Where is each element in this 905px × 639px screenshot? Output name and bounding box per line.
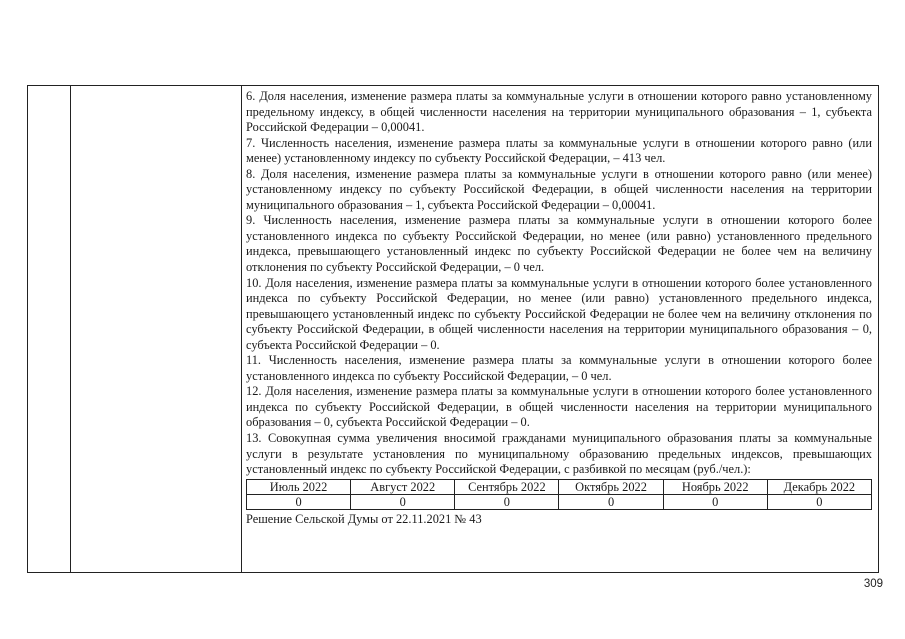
document-table (27, 85, 879, 573)
monthly-amounts-table (246, 479, 872, 510)
month-header-july: Июль 2022 (247, 479, 351, 494)
month-header-october: Октябрь 2022 (559, 479, 663, 494)
month-header-december: Декабрь 2022 (767, 479, 871, 494)
decision-reference: Решение Сельской Думы от 22.11.2021 № 43 (246, 511, 482, 526)
month-header-row (247, 479, 872, 494)
paragraph-item-10: 10. Доля населения, изменение размера платы за коммунальные услуги в отношении которого более установленного индекса по субъекту Российской Федерации, но менее (или равно) установленного предельного индекса, превышающего установленный индекс по субъекту Российской Федерации не более чем на величину отклонения по субъекту Российской Федерации, в общей численности населения на территории муниципального образования – 0, субъекта Российской Федерации – 0. (246, 275, 872, 352)
month-header-november: Ноябрь 2022 (663, 479, 767, 494)
paragraph-item-8: 8. Доля населения, изменение размера платы за коммунальные услуги в отношении которого равно (или менее) установленному индексу по субъекту Российской Федерации, в общей численности населения на территории муниципального образования – 1, субъекта Российской Федерации – 0,00041. (246, 166, 872, 212)
month-value-october: 0 (559, 494, 663, 509)
month-value-september: 0 (455, 494, 559, 509)
paragraph-item-12: 12. Доля населения, изменение размера платы за коммунальные услуги в отношении которого более установленного индекса по субъекту Российской Федерации, в общей численности населения на территории муниципального образования – 0, субъекта Российской Федерации – 0. (246, 384, 872, 430)
month-value-november: 0 (663, 494, 767, 509)
paragraph-item-13: 13. Совокупная сумма увеличения вносимой гражданами муниципального образования платы за коммунальные услуги в результате установления по муниципальному образованию предельных индексов, превышающих установленный индекс по субъекту Российской Федерации, с разбивкой по месяцам (руб./чел.): (246, 431, 872, 477)
column-divider (241, 86, 242, 572)
paragraph-item-9: 9. Численность населения, изменение размера платы за коммунальные услуги в отношении которого более установленного индекса по субъекту Российской Федерации, но менее (или равно) установленного предельного индекса, превышающего установленный индекс по субъекту Российской Федерации не более чем на величину отклонения по субъекту Российской Федерации, – 0 чел. (246, 213, 872, 275)
paragraph-item-6: 6. Доля населения, изменение размера платы за коммунальные услуги в отношении которого равно установленному предельному индексу, в общей численности населения на территории муниципального образования – 1, субъекта Российской Федерации – 0,00041. (246, 89, 872, 135)
month-value-august: 0 (351, 494, 455, 509)
month-value-row (247, 494, 872, 509)
page-number: 309 (863, 578, 883, 590)
paragraph-item-11: 11. Численность населения, изменение размера платы за коммунальные услуги в отношении которого более установленного индекса по субъекту Российской Федерации, – 0 чел. (246, 353, 872, 383)
month-header-september: Сентябрь 2022 (455, 479, 559, 494)
column-divider (70, 86, 71, 572)
month-value-december: 0 (767, 494, 871, 509)
month-header-august: Август 2022 (351, 479, 455, 494)
content-cell (246, 89, 872, 527)
month-value-july: 0 (247, 494, 351, 509)
paragraph-item-7: 7. Численность населения, изменение размера платы за коммунальные услуги в отношении которого равно (или менее) установленному индексу по субъекту Российской Федерации, – 413 чел. (246, 135, 872, 166)
